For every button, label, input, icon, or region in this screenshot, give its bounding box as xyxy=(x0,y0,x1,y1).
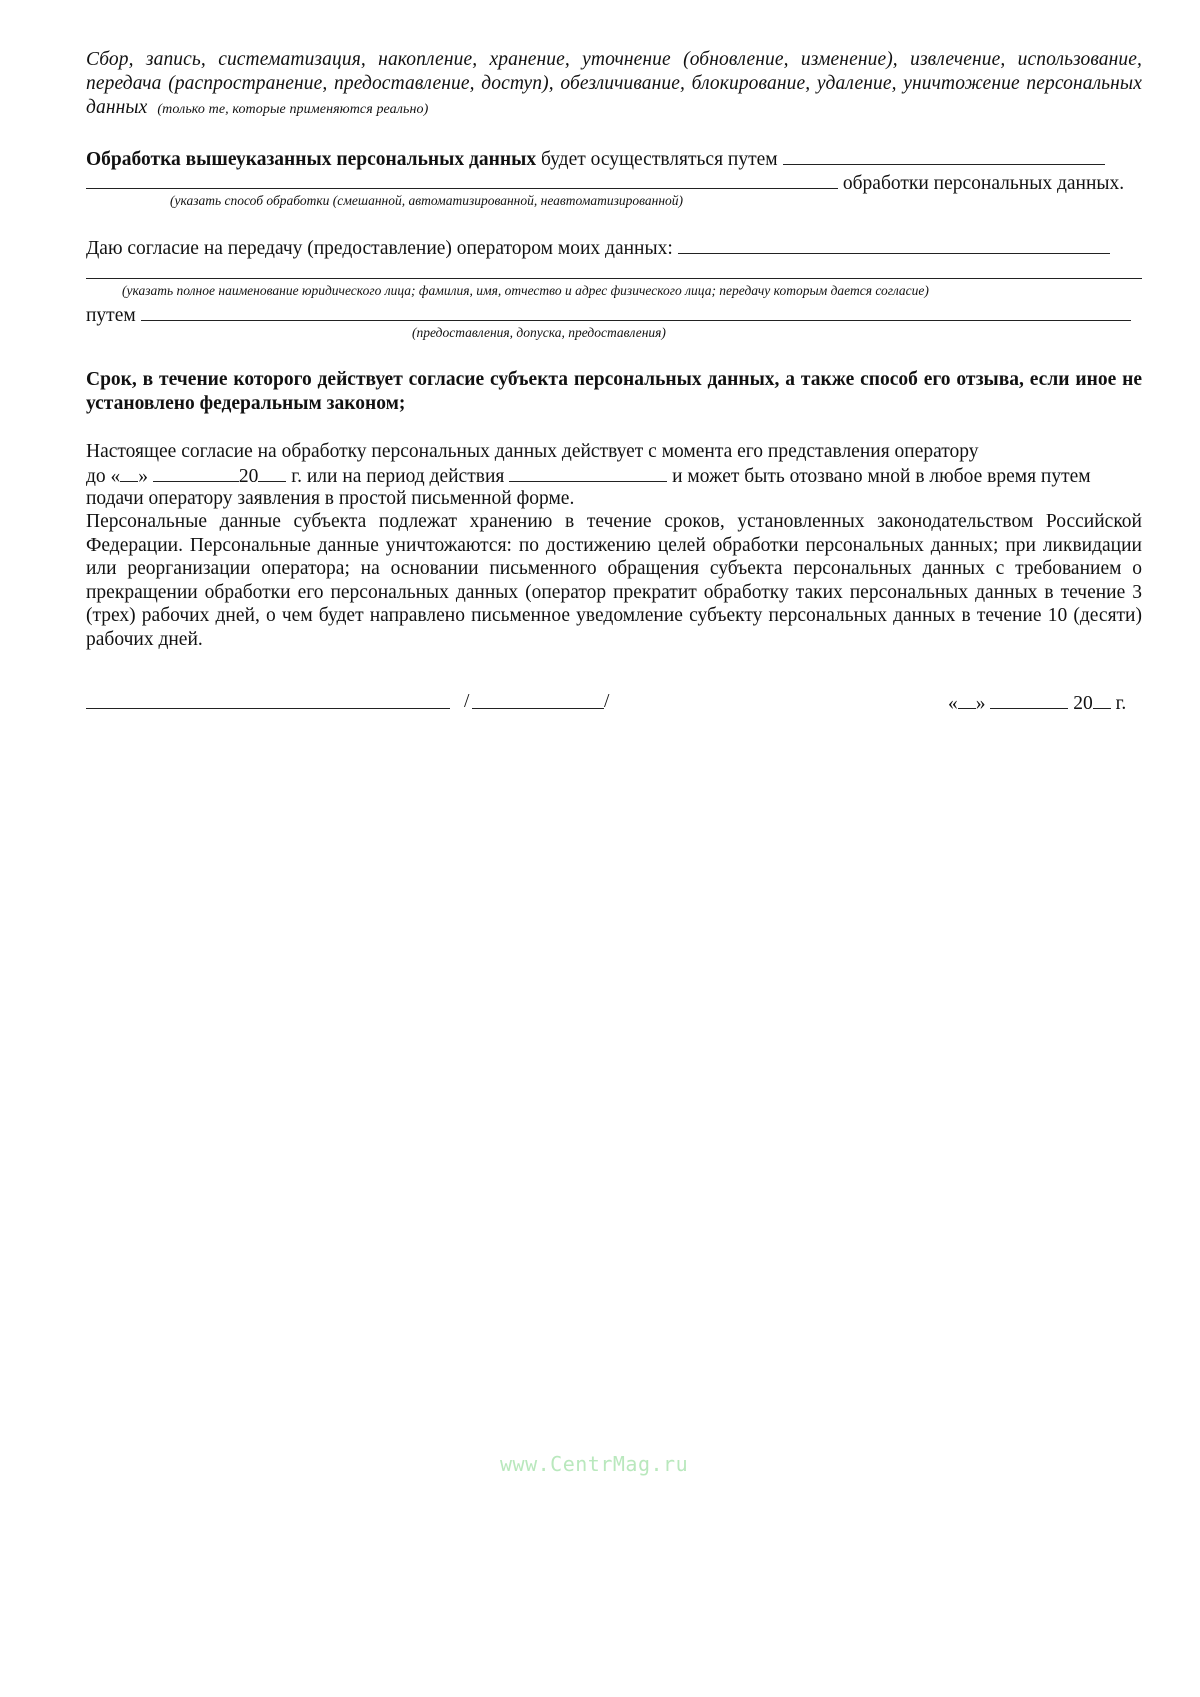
processing-method-lead: будет осуществляться путем xyxy=(540,149,778,170)
signature-date-close: » xyxy=(975,693,986,714)
processing-method-field-continued[interactable] xyxy=(86,170,838,189)
signature-field[interactable] xyxy=(86,690,450,709)
consent-term-line-3: подачи оператору заявления в простой письменной форме. xyxy=(86,488,575,509)
transfer-recipient-field-line-2[interactable] xyxy=(86,278,1142,279)
transfer-path-field[interactable] xyxy=(141,302,1131,321)
transfer-path-hint: (предоставления, допуска, предоставления) xyxy=(412,325,666,340)
until-day-field[interactable] xyxy=(120,463,138,482)
until-quote-close: » xyxy=(138,466,149,487)
validity-period-field[interactable] xyxy=(509,463,667,482)
until-year-field[interactable] xyxy=(258,463,286,482)
until-month-field[interactable] xyxy=(153,463,239,482)
processing-method-tail: обработки персональных данных. xyxy=(842,173,1125,194)
processing-method-hint: (указать способ обработки (смешанной, автоматизированной, неавтоматизированной) xyxy=(170,193,684,208)
processing-method-row xyxy=(86,146,1142,172)
storage-paragraph: Персональные данные субъекта подлежат хранению в течение сроков, установленных законодательством Российской Федерации. Персональные данные уничтожаются: по достижению целей обработки персональных данных; при ликвидации или реорганизации оператора; на основании письменного обращения субъекта персональных данных с требованием о прекращении обработки его персональных данных (оператор прекратит обработку таких персональных данных в течение 3 (трех) рабочих дней, о чем будет направлено письменное уведомление субъекту персональных данных в течение 10 (десяти) рабочих дней. xyxy=(86,511,1142,650)
signature-slash-close: / xyxy=(604,691,610,712)
watermark-text: www.CentrMag.ru xyxy=(500,1452,689,1476)
transfer-consent-row xyxy=(86,235,1142,261)
transfer-path-label: путем xyxy=(86,305,136,326)
until-year-prefix: 20 xyxy=(238,466,259,487)
signature-year-suffix: г. xyxy=(1115,693,1127,714)
transfer-consent-label: Даю согласие на передачу (предоставление) оператором моих данных: xyxy=(86,238,673,259)
signature-month-field[interactable] xyxy=(990,690,1068,709)
signature-name-field[interactable] xyxy=(472,690,604,709)
transfer-recipient-field[interactable] xyxy=(678,235,1110,254)
consent-term-line-1: Настоящее согласие на обработку персональных данных действует с момента его представления оператору xyxy=(86,441,979,462)
consent-term-heading: Срок, в течение которого действует согласие субъекта персональных данных, а также способ его отзыва, если иное не установлено федеральным законом; xyxy=(86,369,1142,414)
processing-method-bold-lead: Обработка вышеуказанных персональных данных xyxy=(86,149,537,170)
until-year-suffix: г. или на период действия xyxy=(291,466,505,487)
transfer-recipient-hint: (указать полное наименование юридического лица; фамилия, имя, отчество и адрес физического лица; передачу которым дается согласие) xyxy=(122,283,929,298)
signature-date-open: « xyxy=(948,693,958,714)
signature-date xyxy=(948,690,1126,716)
processing-method-field[interactable] xyxy=(783,146,1105,165)
signature-year-field[interactable] xyxy=(1093,690,1111,709)
until-prefix: до « xyxy=(86,466,121,487)
processing-actions-note: (только те, которые применяются реально) xyxy=(157,102,429,117)
processing-actions-paragraph xyxy=(86,48,1142,122)
signature-day-field[interactable] xyxy=(958,690,976,709)
revoke-text: и может быть отозвано мной в любое время путем xyxy=(672,466,1091,487)
processing-actions-text: Сбор, запись, систематизация, накопление, хранение, уточнение (обновление, изменение), извлечение, использование, передача (распространение, предоставление, доступ), обезличивание, блокирование, удаление, уничтожение персональных данных xyxy=(86,49,1142,118)
signature-slash-open: / xyxy=(464,691,470,712)
signature-year-prefix: 20 xyxy=(1073,693,1093,714)
consent-term-line-2 xyxy=(86,463,1142,489)
